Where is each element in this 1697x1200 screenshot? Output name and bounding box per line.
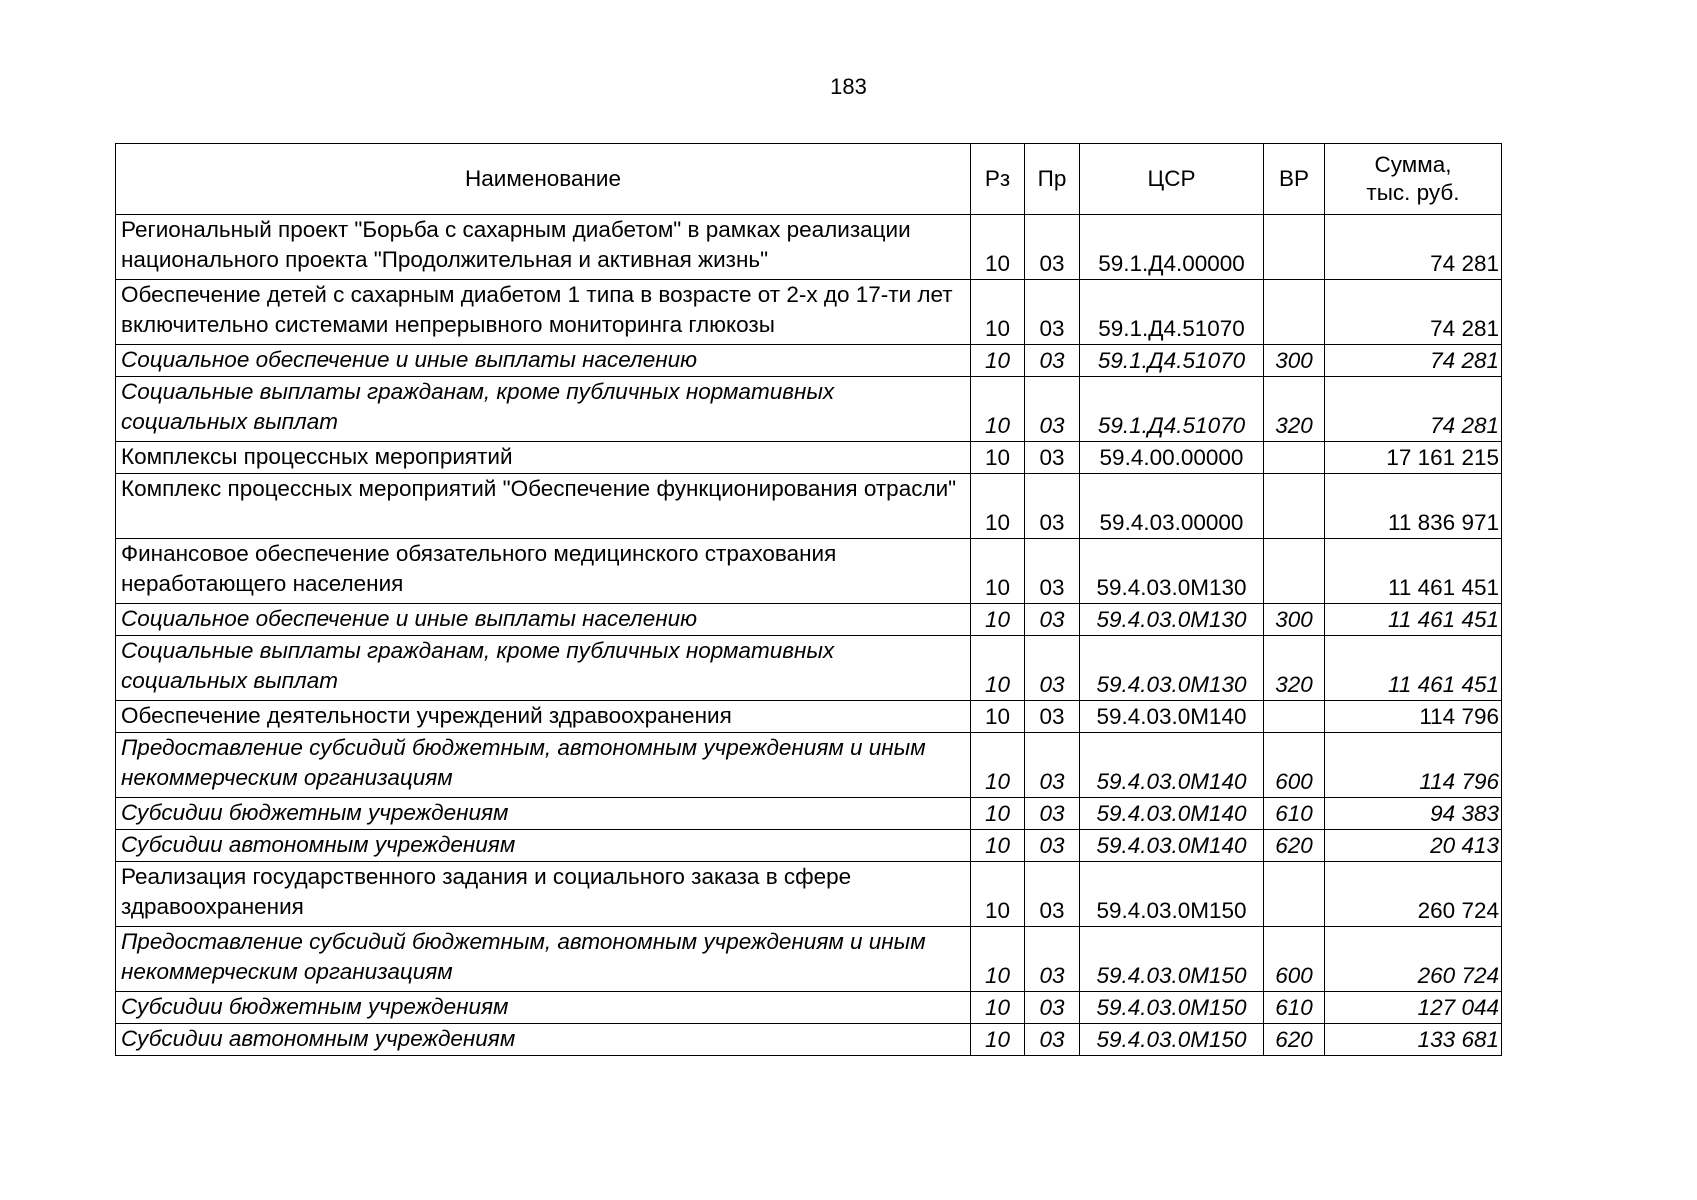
row-sum: 11 461 451 xyxy=(1325,604,1502,636)
row-name: Обеспечение детей с сахарным диабетом 1 типа в возрасте от 2-х до 17-ти лет включительно системами непрерывного мониторинга глюкозы xyxy=(116,280,971,345)
table-row xyxy=(116,701,1502,733)
row-pr: 03 xyxy=(1025,474,1080,539)
row-sum: 17 161 215 xyxy=(1325,442,1502,474)
row-csr: 59.4.03.0М130 xyxy=(1080,636,1264,701)
row-name: Региональный проект "Борьба с сахарным диабетом" в рамках реализации национального проекта "Продолжительная и активная жизнь" xyxy=(116,215,971,280)
row-name: Субсидии автономным учреждениям xyxy=(116,830,971,862)
row-csr: 59.4.03.0М140 xyxy=(1080,701,1264,733)
row-vr: 300 xyxy=(1264,604,1325,636)
table-row xyxy=(116,345,1502,377)
row-name: Субсидии бюджетным учреждениям xyxy=(116,992,971,1024)
row-name: Комплексы процессных мероприятий xyxy=(116,442,971,474)
row-pr: 03 xyxy=(1025,345,1080,377)
row-csr: 59.1.Д4.51070 xyxy=(1080,345,1264,377)
table-row xyxy=(116,377,1502,442)
row-pr: 03 xyxy=(1025,701,1080,733)
row-rz: 10 xyxy=(971,636,1025,701)
row-name: Финансовое обеспечение обязательного медицинского страхования неработающего населения xyxy=(116,539,971,604)
header-name: Наименование xyxy=(116,144,971,215)
row-csr: 59.4.03.0М140 xyxy=(1080,733,1264,798)
table-header-row xyxy=(116,144,1502,215)
row-vr: 300 xyxy=(1264,345,1325,377)
table-row xyxy=(116,798,1502,830)
table-row xyxy=(116,992,1502,1024)
table-row xyxy=(116,927,1502,992)
row-rz: 10 xyxy=(971,733,1025,798)
row-name: Предоставление субсидий бюджетным, автономным учреждениям и иным некоммерческим организациям xyxy=(116,733,971,798)
row-rz: 10 xyxy=(971,927,1025,992)
row-rz: 10 xyxy=(971,377,1025,442)
header-sum-line1: Сумма, xyxy=(1374,152,1452,177)
row-name: Субсидии автономным учреждениям xyxy=(116,1024,971,1056)
row-sum: 114 796 xyxy=(1325,701,1502,733)
row-rz: 10 xyxy=(971,992,1025,1024)
header-vr: ВР xyxy=(1264,144,1325,215)
row-vr: 600 xyxy=(1264,733,1325,798)
row-csr: 59.1.Д4.51070 xyxy=(1080,377,1264,442)
row-csr: 59.4.03.0М150 xyxy=(1080,1024,1264,1056)
row-vr: 320 xyxy=(1264,377,1325,442)
table-row xyxy=(116,539,1502,604)
row-name: Социальные выплаты гражданам, кроме публичных нормативных социальных выплат xyxy=(116,377,971,442)
row-rz: 10 xyxy=(971,862,1025,927)
header-sum-line2: тыс. руб. xyxy=(1366,180,1460,205)
row-sum: 74 281 xyxy=(1325,377,1502,442)
page-number: 183 xyxy=(830,74,867,99)
row-pr: 03 xyxy=(1025,798,1080,830)
row-vr: 600 xyxy=(1264,927,1325,992)
row-vr xyxy=(1264,539,1325,604)
row-vr: 620 xyxy=(1264,1024,1325,1056)
row-rz: 10 xyxy=(971,474,1025,539)
row-rz: 10 xyxy=(971,215,1025,280)
row-sum: 74 281 xyxy=(1325,345,1502,377)
row-rz: 10 xyxy=(971,830,1025,862)
row-csr: 59.1.Д4.00000 xyxy=(1080,215,1264,280)
table-row xyxy=(116,280,1502,345)
row-name: Социальные выплаты гражданам, кроме публичных нормативных социальных выплат xyxy=(116,636,971,701)
row-sum: 11 836 971 xyxy=(1325,474,1502,539)
table-row xyxy=(116,215,1502,280)
row-rz: 10 xyxy=(971,798,1025,830)
table-row xyxy=(116,1024,1502,1056)
table-row xyxy=(116,604,1502,636)
table-row xyxy=(116,830,1502,862)
row-sum: 260 724 xyxy=(1325,927,1502,992)
row-vr xyxy=(1264,862,1325,927)
row-vr: 610 xyxy=(1264,992,1325,1024)
row-rz: 10 xyxy=(971,539,1025,604)
row-pr: 03 xyxy=(1025,539,1080,604)
row-sum: 20 413 xyxy=(1325,830,1502,862)
row-sum: 114 796 xyxy=(1325,733,1502,798)
row-csr: 59.4.03.0М150 xyxy=(1080,992,1264,1024)
row-pr: 03 xyxy=(1025,927,1080,992)
table-row xyxy=(116,442,1502,474)
row-csr: 59.4.03.0М150 xyxy=(1080,862,1264,927)
row-pr: 03 xyxy=(1025,442,1080,474)
row-csr: 59.4.03.0М130 xyxy=(1080,604,1264,636)
row-sum: 11 461 451 xyxy=(1325,636,1502,701)
header-sum xyxy=(1325,144,1502,215)
row-sum: 94 383 xyxy=(1325,798,1502,830)
row-sum: 260 724 xyxy=(1325,862,1502,927)
row-rz: 10 xyxy=(971,604,1025,636)
row-rz: 10 xyxy=(971,1024,1025,1056)
row-vr: 320 xyxy=(1264,636,1325,701)
row-pr: 03 xyxy=(1025,1024,1080,1056)
row-pr: 03 xyxy=(1025,636,1080,701)
table-row xyxy=(116,733,1502,798)
table-row xyxy=(116,862,1502,927)
row-vr xyxy=(1264,442,1325,474)
row-csr: 59.4.03.0М130 xyxy=(1080,539,1264,604)
row-name: Реализация государственного задания и социального заказа в сфере здравоохранения xyxy=(116,862,971,927)
row-sum: 133 681 xyxy=(1325,1024,1502,1056)
row-name: Социальное обеспечение и иные выплаты населению xyxy=(116,604,971,636)
header-rz: Рз xyxy=(971,144,1025,215)
row-pr: 03 xyxy=(1025,280,1080,345)
row-name: Социальное обеспечение и иные выплаты населению xyxy=(116,345,971,377)
row-name: Обеспечение деятельности учреждений здравоохранения xyxy=(116,701,971,733)
row-vr: 610 xyxy=(1264,798,1325,830)
row-csr: 59.4.00.00000 xyxy=(1080,442,1264,474)
row-csr: 59.4.03.0М150 xyxy=(1080,927,1264,992)
budget-table xyxy=(115,143,1502,1056)
row-pr: 03 xyxy=(1025,377,1080,442)
row-name: Субсидии бюджетным учреждениям xyxy=(116,798,971,830)
row-pr: 03 xyxy=(1025,215,1080,280)
row-csr: 59.1.Д4.51070 xyxy=(1080,280,1264,345)
row-rz: 10 xyxy=(971,345,1025,377)
row-vr xyxy=(1264,474,1325,539)
row-pr: 03 xyxy=(1025,733,1080,798)
header-pr: Пр xyxy=(1025,144,1080,215)
row-rz: 10 xyxy=(971,280,1025,345)
row-vr: 620 xyxy=(1264,830,1325,862)
row-pr: 03 xyxy=(1025,604,1080,636)
header-csr: ЦСР xyxy=(1080,144,1264,215)
row-vr xyxy=(1264,280,1325,345)
row-vr xyxy=(1264,215,1325,280)
row-csr: 59.4.03.0М140 xyxy=(1080,830,1264,862)
row-pr: 03 xyxy=(1025,992,1080,1024)
table-row xyxy=(116,474,1502,539)
table-row xyxy=(116,636,1502,701)
row-sum: 74 281 xyxy=(1325,280,1502,345)
row-sum: 11 461 451 xyxy=(1325,539,1502,604)
row-name: Предоставление субсидий бюджетным, автономным учреждениям и иным некоммерческим организациям xyxy=(116,927,971,992)
row-sum: 127 044 xyxy=(1325,992,1502,1024)
row-name: Комплекс процессных мероприятий "Обеспечение функционирования отрасли" xyxy=(116,474,971,539)
row-pr: 03 xyxy=(1025,862,1080,927)
row-csr: 59.4.03.0М140 xyxy=(1080,798,1264,830)
row-csr: 59.4.03.00000 xyxy=(1080,474,1264,539)
row-pr: 03 xyxy=(1025,830,1080,862)
row-rz: 10 xyxy=(971,701,1025,733)
row-rz: 10 xyxy=(971,442,1025,474)
row-sum: 74 281 xyxy=(1325,215,1502,280)
row-vr xyxy=(1264,701,1325,733)
